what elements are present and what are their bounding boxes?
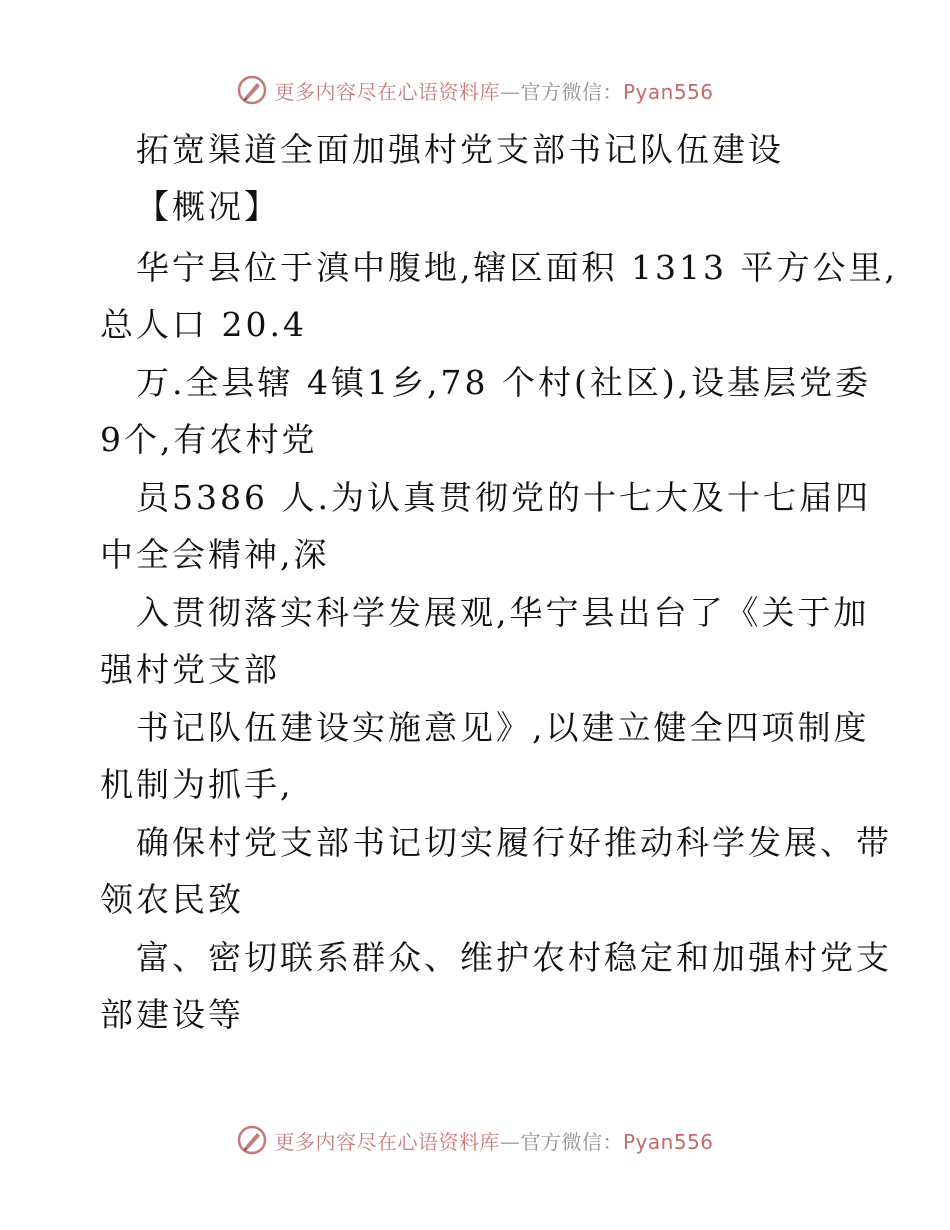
watermark-separator: — <box>499 79 521 104</box>
paragraph-line: 员5386 人.为认真贯彻党的十七大及十七届四 <box>136 478 871 517</box>
watermark-text <box>274 1126 713 1155</box>
watermark-wechat-label: 官方微信： <box>520 1129 623 1154</box>
paragraph-line: 万.全县辖 4镇1乡,78 个村(社区),设基层党委 <box>136 363 872 402</box>
section-heading: 【概况】 <box>136 187 280 226</box>
paragraph-line: 富、密切联系群众、维护农村稳定和加强村党支 <box>136 938 892 977</box>
pen-logo-icon <box>236 1124 268 1156</box>
paragraph-line: 总人口 20.4 <box>100 305 307 344</box>
watermark-wechat-id: Pyan556 <box>622 1129 714 1154</box>
paragraph-line: 华宁县位于滇中腹地,辖区面积 1313 平方公里, <box>136 248 898 287</box>
paragraph-line: 入贯彻落实科学发展观,华宁县出台了《关于加 <box>136 593 870 632</box>
watermark-site: 更多内容尽在心语资料库 <box>274 79 500 104</box>
watermark-wechat-label: 官方微信： <box>520 79 623 104</box>
paragraph-line: 书记队伍建设实施意见》,以建立健全四项制度 <box>136 708 870 747</box>
pen-logo-icon <box>236 74 268 106</box>
header-watermark <box>0 70 950 110</box>
paragraph-line: 机制为抓手, <box>100 765 294 804</box>
paragraph-line: 9个,有农村党 <box>100 420 318 459</box>
watermark-site: 更多内容尽在心语资料库 <box>274 1129 500 1154</box>
watermark-separator: — <box>499 1129 521 1154</box>
watermark-wechat-id: Pyan556 <box>622 79 714 104</box>
paragraph-line: 部建设等 <box>100 995 244 1034</box>
footer-watermark <box>0 1120 950 1160</box>
paragraph-line: 中全会精神,深 <box>100 535 330 574</box>
paragraph-line: 确保村党支部书记切实履行好推动科学发展、带 <box>136 823 892 862</box>
paragraph-line: 领农民致 <box>100 880 244 919</box>
paragraph-line: 强村党支部 <box>100 650 280 689</box>
watermark-text <box>274 76 713 105</box>
document-title: 拓宽渠道全面加强村党支部书记队伍建设 <box>136 130 784 169</box>
